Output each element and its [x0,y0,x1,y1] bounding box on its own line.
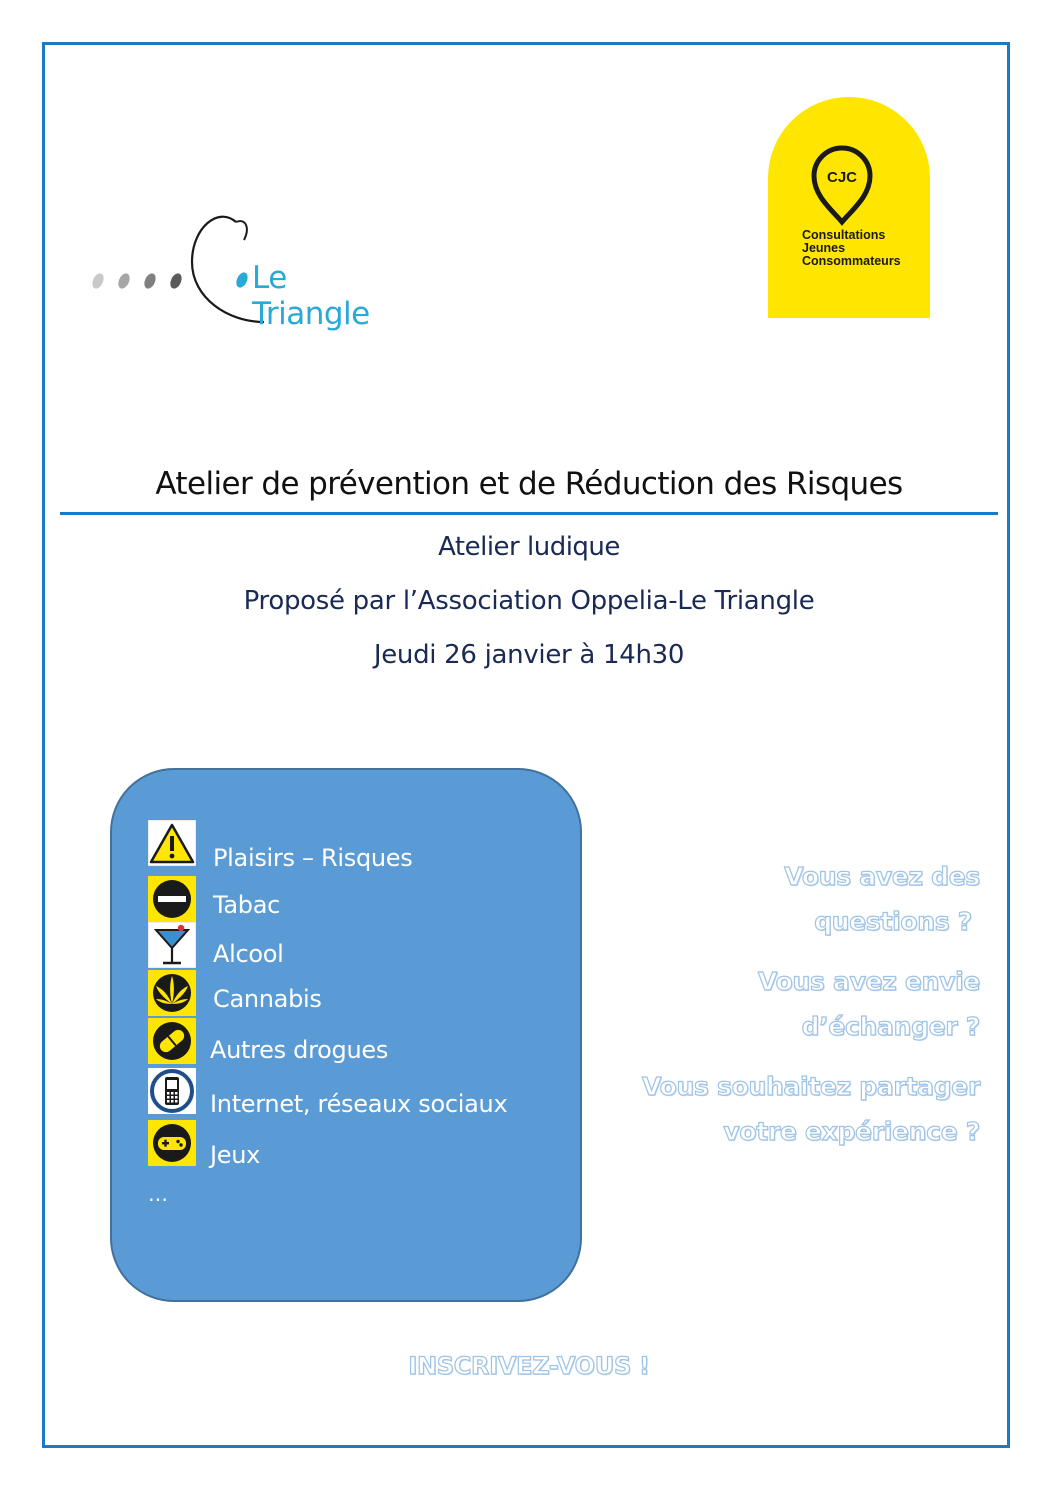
question-line-3: Vous avez envie [758,967,980,996]
proposed-by: Proposé par l’Association Oppelia-Le Triangle [243,586,815,616]
cjc-badge-icon [766,96,932,318]
question-line-2: questions ? [814,907,972,936]
topics-ellipsis: … [148,1182,168,1206]
cjc-line-3: Consommateurs [802,254,901,268]
gamepad-icon [148,1120,196,1166]
topic-label-alcool: Alcool [213,940,284,968]
topic-label-tabac: Tabac [213,891,281,919]
phone-icon [148,1068,196,1114]
topic-label-plaisirs-risques: Plaisirs – Risques [213,844,413,872]
cocktail-icon [148,922,196,968]
question-line-6: votre expérience ? [723,1117,980,1146]
topic-label-jeux: Jeux [210,1141,261,1169]
question-line-5: Vous souhaitez partager [642,1072,980,1101]
signup-call-to-action: INSCRIVEZ-VOUS ! [408,1352,650,1380]
page-subtitle: Atelier ludique [438,532,620,562]
title-divider [60,512,998,515]
le-triangle-logo [88,200,398,330]
pill-icon [148,1018,196,1064]
no-smoking-icon [148,876,196,922]
question-line-1: Vous avez des [784,862,980,891]
topic-label-cannabis: Cannabis [213,985,322,1013]
cannabis-leaf-icon [148,970,196,1016]
event-date: Jeudi 26 janvier à 14h30 [373,640,685,670]
page-title: Atelier de prévention et de Réduction des Risques [155,466,903,502]
cjc-badge-text: CJC [826,169,858,186]
cjc-line-2: Jeunes [802,241,846,255]
cjc-logo [766,96,932,318]
cjc-line-1: Consultations [802,228,886,242]
topic-label-autres-drogues: Autres drogues [210,1036,389,1064]
le-triangle-logo-text: Le Triangle [252,260,370,332]
warning-icon [148,820,196,866]
question-line-4: d’échanger ? [801,1012,980,1041]
topic-label-internet: Internet, réseaux sociaux [210,1090,508,1118]
